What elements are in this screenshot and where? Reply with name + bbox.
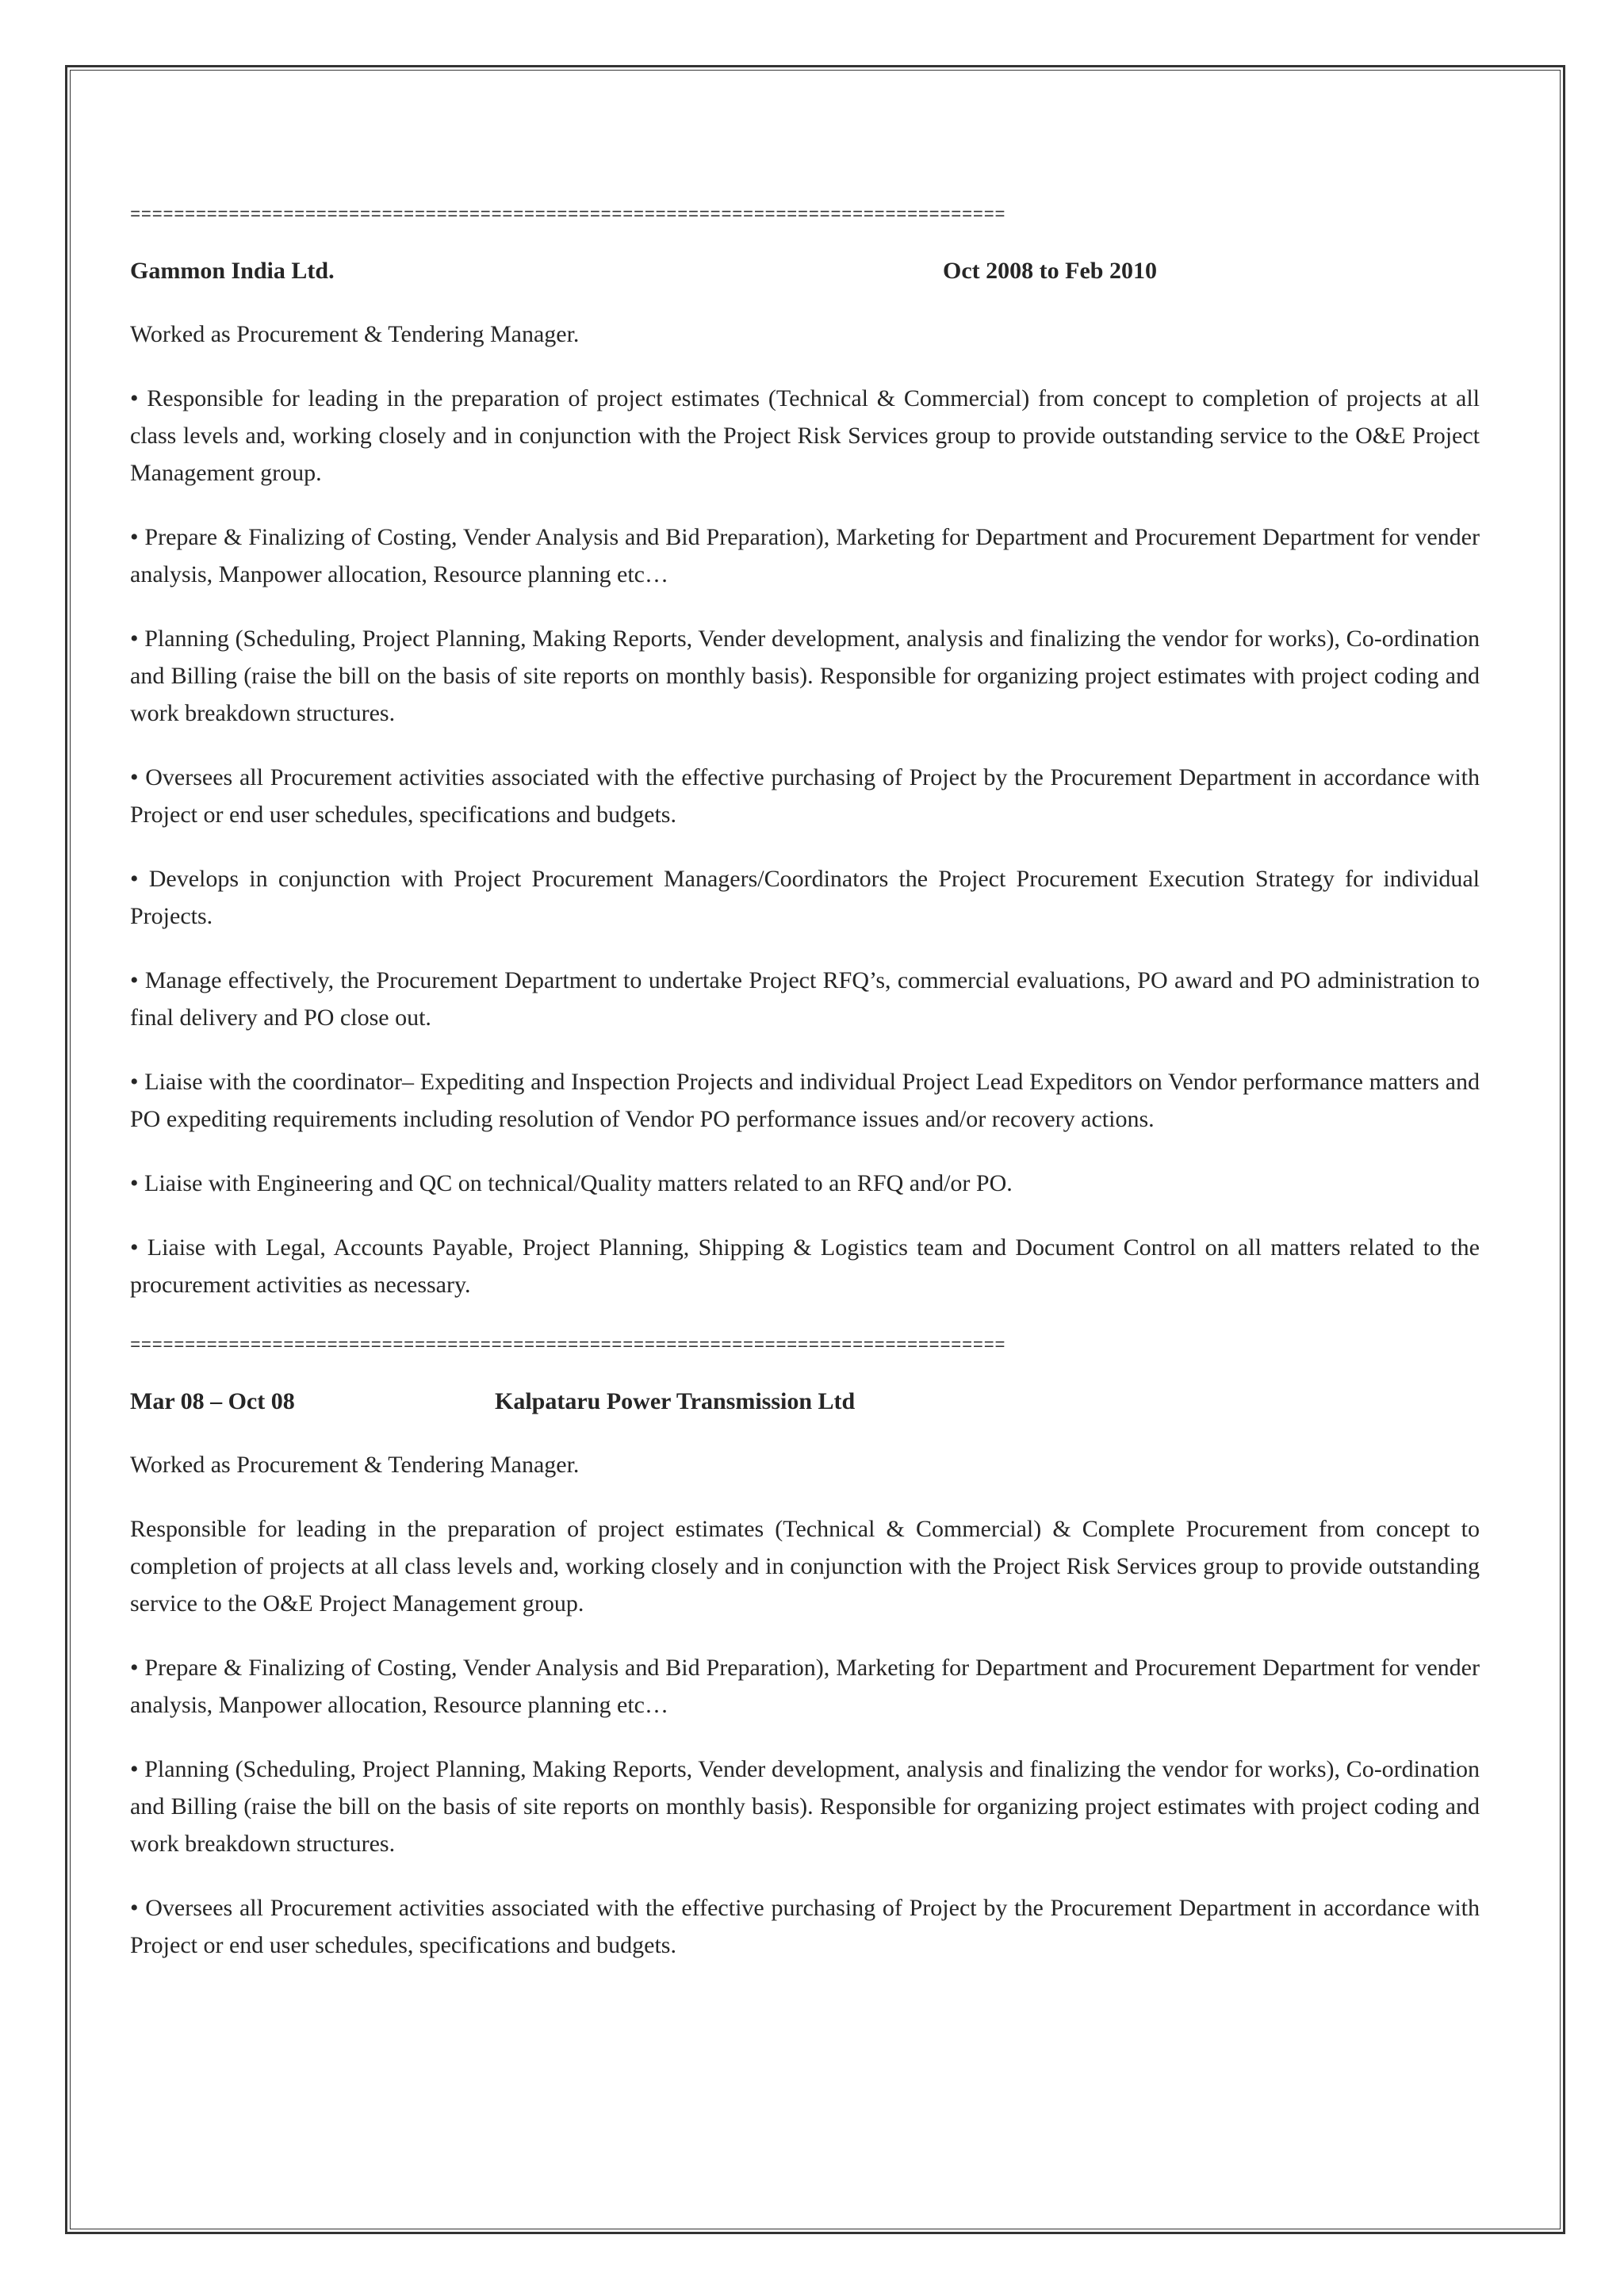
responsibility-item: • Liaise with the coordinator– Expediting and Inspection Projects and individual Project Lead Expeditors on Vendor performance matters and PO expediting requirements including resolution of Vendor PO performance issues and/or recovery actions.: [130, 1069, 1480, 1132]
responsibility-item: • Prepare & Finalizing of Costing, Vender Analysis and Bid Preparation), Marketing for Department and Procurement Department for vender analysis, Manpower allocation, Resource planning etc…: [130, 524, 1480, 587]
company-name: Kalpataru Power Transmission Ltd: [495, 1388, 856, 1414]
employment-dates: Mar 08 – Oct 08: [130, 1388, 295, 1414]
section-divider: ================================================================================: [130, 205, 1006, 225]
responsibility-item: • Planning (Scheduling, Project Planning, Making Reports, Vender development, analysis and finalizing the vendor for works), Co-ordination and Billing (raise the bill on the basis of site reports on monthly basis). Responsible for organizing project estimates with project coding and work breakdown structures.: [130, 1756, 1480, 1857]
responsibility-item: • Prepare & Finalizing of Costing, Vender Analysis and Bid Preparation), Marketing for Department and Procurement Department for vender analysis, Manpower allocation, Resource planning etc…: [130, 1655, 1480, 1718]
responsibility-item: • Planning (Scheduling, Project Planning, Making Reports, Vender development, analysis and finalizing the vendor for works), Co-ordination and Billing (raise the bill on the basis of site reports on monthly basis). Responsible for organizing project estimates with project coding and work breakdown structures.: [130, 626, 1480, 726]
responsibility-item: • Liaise with Legal, Accounts Payable, Project Planning, Shipping & Logistics team and Document Control on all matters related to the procurement activities as necessary.: [130, 1234, 1480, 1298]
job-header-kalpataru: [130, 1383, 1480, 1420]
responsibility-item: • Develops in conjunction with Project Procurement Managers/Coordinators the Project Procurement Execution Strategy for individual Projects.: [130, 866, 1480, 929]
section-divider: ================================================================================: [130, 1336, 1006, 1356]
responsibility-item: • Manage effectively, the Procurement Department to undertake Project RFQ’s, commercial evaluations, PO award and PO administration to final delivery and PO close out.: [130, 967, 1480, 1031]
company-name: Gammon India Ltd.: [130, 258, 335, 284]
resume-content: [130, 200, 1480, 1991]
responsibility-item: • Oversees all Procurement activities associated with the effective purchasing of Project by the Procurement Department in accordance with Project or end user schedules, specifications and budgets.: [130, 1895, 1480, 1958]
responsibility-item: Responsible for leading in the preparation of project estimates (Technical & Commercial) & Complete Procurement from concept to completion of projects at all class levels and, working closely and in conjunction with the Project Risk Services group to provide outstanding service to the O&E Project Management group.: [130, 1516, 1480, 1617]
job-header-gammon: [130, 252, 1480, 289]
responsibility-item: • Oversees all Procurement activities associated with the effective purchasing of Project by the Procurement Department in accordance with Project or end user schedules, specifications and budgets.: [130, 764, 1480, 828]
job-role: Worked as Procurement & Tendering Manager.: [130, 321, 580, 347]
employment-dates: Oct 2008 to Feb 2010: [943, 258, 1157, 284]
job-role: Worked as Procurement & Tendering Manager.: [130, 1452, 580, 1478]
responsibility-item: • Liaise with Engineering and QC on technical/Quality matters related to an RFQ and/or PO.: [130, 1170, 1013, 1196]
responsibility-item: • Responsible for leading in the preparation of project estimates (Technical & Commercial) from concept to completion of projects at all class levels and, working closely and in conjunction with the Project Risk Services group to provide outstanding service to the O&E Project Management group.: [130, 385, 1480, 486]
